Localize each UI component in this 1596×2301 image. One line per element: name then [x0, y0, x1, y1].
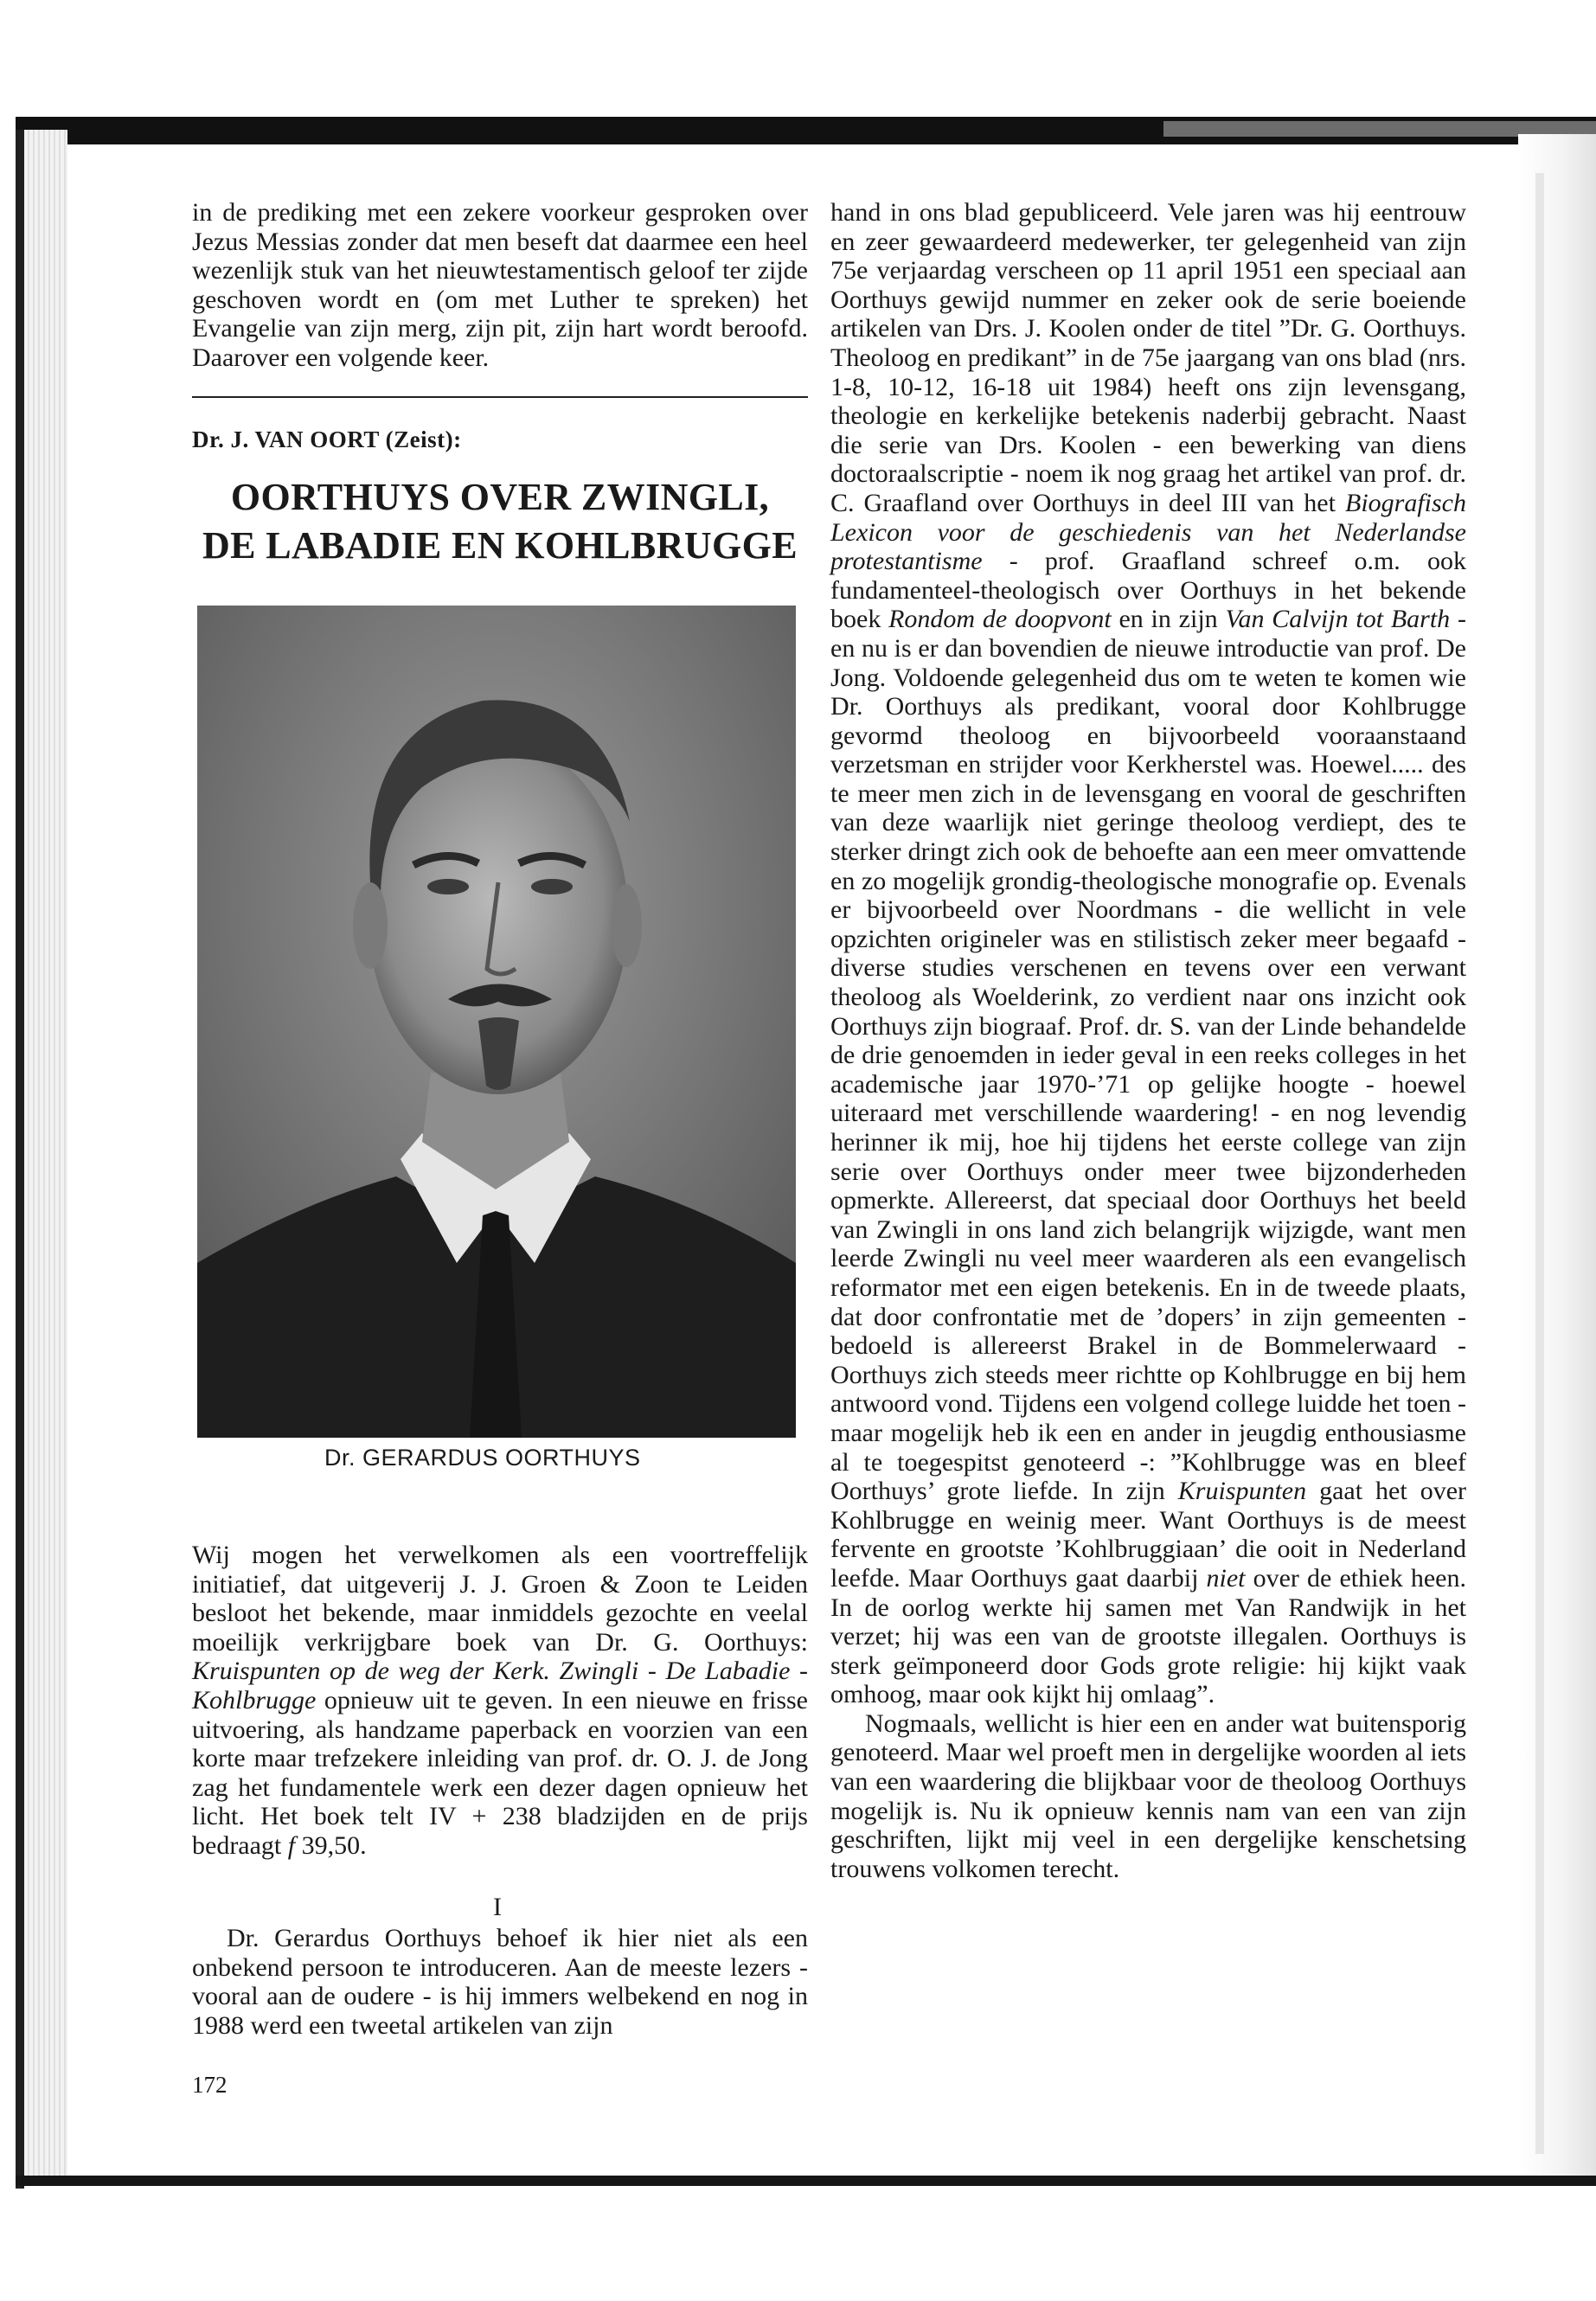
- right-p1-text-e: gaat het over Kohlbrugge en weinig meer. Want Oorthuys is de meest fervente en grootste ’Kohlbruggiaan’ die ooit in Nederland leefde. Maar Oorthuys gaat daarbij: [830, 1477, 1466, 1593]
- left-para1-text-b: opnieuw uit te geven. In een nieuwe en frisse uitvoering, als handzame paperback en voorzien van een korte maar trefzekere inleiding van prof. dr. O. J. de Jong zag het fundamentele werk een dezer dagen opnieuw het licht. Het boek telt IV + 238 bladzijden en de prijs bedraagt: [192, 1685, 808, 1860]
- page-number: 172: [192, 2072, 228, 2098]
- right-p1-text-b: - prof. Graafland schreef o.m. ook fundamenteel-theologisch over Oorthuys in het bekende boek: [830, 547, 1466, 634]
- article-headline: [192, 473, 808, 570]
- lexicon-title: Biografisch Lexicon voor de geschiedenis van het Nederlandse protestantisme: [830, 488, 1466, 576]
- photo-caption: Dr. GERARDUS OORTHUYS: [324, 1445, 641, 1471]
- portrait-illustration: [197, 606, 796, 1438]
- book-title-doopvont: Rondom de doopvont: [888, 605, 1112, 634]
- section-divider: [192, 396, 808, 398]
- book-price: 39,50.: [295, 1830, 367, 1860]
- portrait-photo: [197, 606, 796, 1438]
- right-p1-text-f: over de ethiek heen. In de oorlog werkte hij samen met Van Randwijk in het verzet; hij was een van de grootste illegalen. Oorthuys is sterk geïmponeerd door Gods grote religie: hij kijkt vaak omhoog, maar ook kijkt hij omlaag”.: [830, 1563, 1466, 1709]
- right-p1-text-d: - en nu is er dan bovendien de nieuwe introductie van prof. De Jong. Voldoende gelegenheid dus om te weten te komen wie Dr. Oorthuys als predikant, vooral door Kohlbrugge gevormd theoloog en bijvoorbeeld vooraanstaand verzetsman en strijder voor Kerkherstel was. Hoewel..... des te meer men zich in de levensgang en vooral de geschriften van deze waarlijk niet geringe theoloog verdiept, des te sterker dringt zich ook de behoefte aan een meer omvattende en zo mogelijk grondig-theologische monografie op. Evenals er bijvoorbeeld over Noordmans - die wellicht in vele opzichten origineler was en stilistisch zeker meer begaafd - diverse studies verschenen en tevens over een verwant theoloog als Woelderink, zo verdient naar ons inzicht ook Oorthuys zijn biograaf. Prof. dr. S. van der Linde behandelde de drie genoemden in ieder geval in een reeks colleges in het academische jaar 1970-’71 op gelijke hoogte - hoewel uiteraard met verschillende waardering! - en nog levendig herinner ik mij, hoe hij tijdens het eerste college van zijn serie over Oorthuys onder meer twee bijzonderheden opmerkte. Allereerst, dat speciaal door Oorthuys het beeld van Zwingli in ons land zich belangrijk wijzigde, want men leerde Zwingli nu veel meer waarderen als een evangelisch reformator met een eigen betekenis. En in de tweede plaats, dat door confrontatie met de ’dopers’ in zijn gemeenten - bedoeld is allereerst Brakel in de Bommelerwaard - Oorthuys zich steeds meer richtte op Kohlbrugge en bij hem antwoord vond. Tijdens een volgend college luidde het toen - maar mogelijk heb ik een en ander in jeugdig enthousiasme al te toegespitst genoteerd -: ”Kohlbrugge was en bleef Oorthuys’ grote liefde. In zijn: [830, 605, 1466, 1506]
- book-title-calvijn: Van Calvijn tot Barth: [1225, 605, 1451, 634]
- section-number: I: [493, 1893, 502, 1921]
- left-para2-text: Dr. Gerardus Oorthuys behoef ik hier niet als een onbekend persoon te introduceren. Aan de meeste lezers - vooral aan de oudere - is hij immers welbekend en nog in 1988 werd een tweetal artikelen van zijn: [192, 1924, 808, 2040]
- left-para1-text-a: Wij mogen het verwelkomen als een voortreffelijk initiatief, dat uitgeverij J. J. Groen & Zoon te Leiden besloot het bekende, maar inmiddels gezochte en veelal moeilijk verkrijgbare boek van Dr. G. Oorthuys:: [192, 1541, 808, 1657]
- left-body-paragraph-2: [192, 1924, 808, 2040]
- left-body-paragraph-1: [192, 1541, 808, 1861]
- book-page-shadow-right: [1535, 173, 1544, 2154]
- emphasis-niet: niet: [1206, 1563, 1246, 1593]
- book-title: Kruispunten op de weg der Kerk. Zwingli - De Labadie - Kohlbrugge: [192, 1657, 808, 1715]
- book-page-stack-left: [24, 130, 67, 2184]
- book-page-stack-right: [1518, 134, 1596, 2176]
- scan-left-edge: [16, 130, 24, 2189]
- right-paragraph-1: [830, 198, 1466, 1709]
- book-title-kruispunten: Kruispunten: [1177, 1477, 1307, 1506]
- scan-bottom-edge: [16, 2176, 1596, 2186]
- right-p1-text-c: en in zijn: [1111, 605, 1226, 634]
- intro-paragraph: in de prediking met een zekere voorkeur gesproken over Jezus Messias zonder dat men beseft dat daarmee een heel wezenlijk stuk van het nieuwtestamentisch geloof ter zijde geschoven wordt en (om met Luther te spreken) het Evangelie van zijn merg, zijn pit, zijn hart wordt beroofd. Daarover een volgende keer.: [192, 198, 808, 372]
- currency-symbol: f: [287, 1830, 296, 1860]
- headline-line-2: DE LABADIE EN KOHLBRUGGE: [202, 524, 798, 567]
- article-byline: Dr. J. VAN OORT (Zeist):: [192, 426, 462, 452]
- right-p1-text-a: hand in ons blad gepubliceerd. Vele jaren was hij eentrouw en zeer gewaardeerd medewerker, ter gelegenheid van zijn 75e verjaardag verscheen op 11 april 1951 een speciaal aan Oorthuys gewijd nummer en zeker ook de serie boeiende artikelen van Drs. J. Koolen onder de titel ”Dr. G. Oorthuys. Theoloog en predikant” in de 75e jaargang van ons blad (nrs. 1-8, 10-12, 16-18 uit 1984) heeft ons zijn levensgang, theologie en kerkelijke betekenis naderbij gebracht. Naast die serie van Drs. Koolen - een bewerking van diens doctoraalscriptie - noem ik nog graag het artikel van prof. dr. C. Graafland over Oorthuys in deel III van het: [830, 198, 1466, 517]
- right-paragraph-2: Nogmaals, wellicht is hier een en ander wat buitensporig genoteerd. Maar wel proeft men in dergelijke woorden al iets van een waardering die blijkbaar voor de theoloog Oorthuys mogelijk is. Nu ik opnieuw kennis nam van een van zijn geschriften, lijkt mij veel in een dergelijke kenschetsing trouwens volkomen terecht.: [830, 1708, 1466, 1883]
- headline-line-1: OORTHUYS OVER ZWINGLI,: [230, 476, 770, 518]
- right-column: [830, 198, 1466, 1883]
